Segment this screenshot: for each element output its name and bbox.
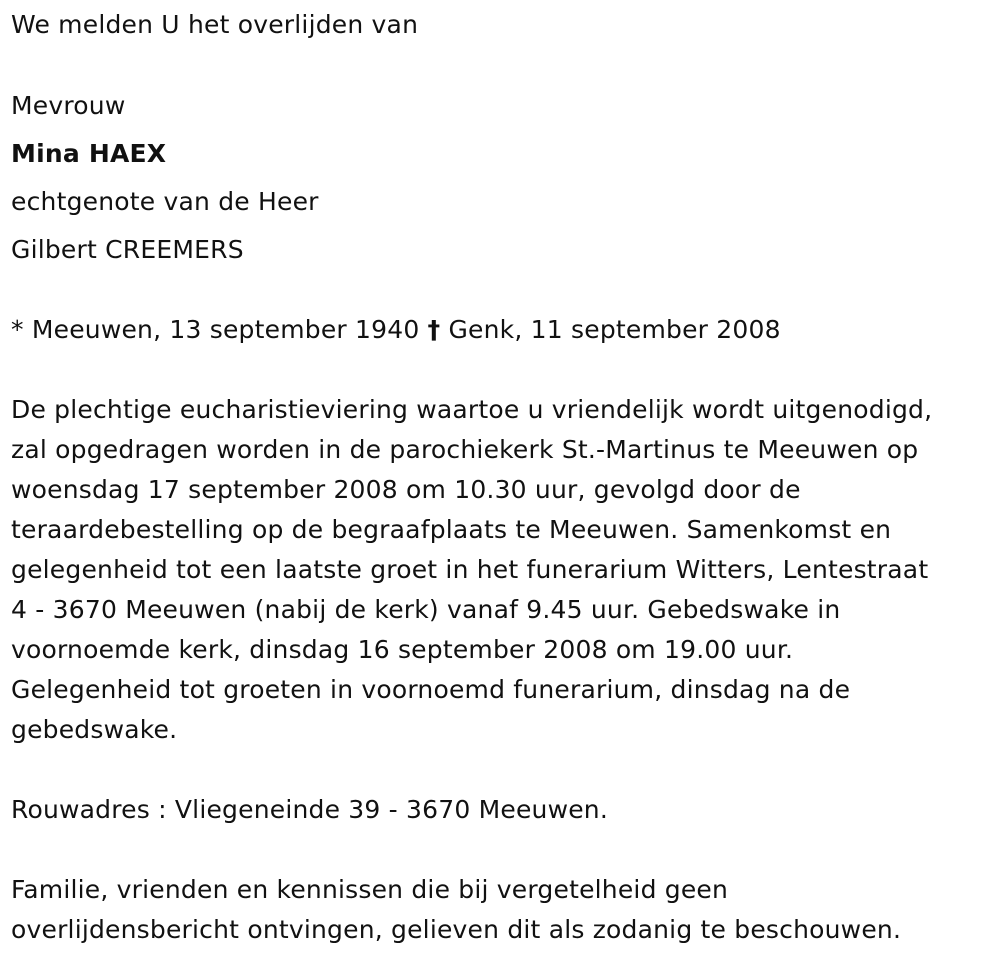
- closing-line: Familie, vrienden en kennissen die bij vergetelheid geen: [11, 875, 729, 904]
- ceremony-line: 4 - 3670 Meeuwen (nabij de kerk) vanaf 9.45 uur. Gebedswake in: [11, 595, 841, 624]
- ceremony-line: Gelegenheid tot groeten in voornoemd funerarium, dinsdag na de: [11, 675, 851, 704]
- mourning-address: Rouwadres : Vliegeneinde 39 - 3670 Meeuwen.: [11, 795, 609, 824]
- birth-info: * Meeuwen, 13 september 1940: [11, 315, 420, 344]
- closing-paragraph: [11, 870, 996, 950]
- dates-line: [11, 310, 781, 350]
- ceremony-line: teraardebestelling op de begraafplaats te Meeuwen. Samenkomst en: [11, 515, 892, 544]
- ceremony-paragraph: [11, 390, 996, 750]
- cross-icon: †: [427, 315, 441, 344]
- ceremony-line: voornoemde kerk, dinsdag 16 september 2008 om 19.00 uur.: [11, 635, 794, 664]
- ceremony-line: gebedswake.: [11, 715, 178, 744]
- relation-text: echtgenote van de Heer: [11, 187, 319, 216]
- intro-text: We melden U het overlijden van: [11, 10, 419, 39]
- ceremony-line: zal opgedragen worden in de parochiekerk St.-Martinus te Meeuwen op: [11, 435, 919, 464]
- ceremony-line: woensdag 17 september 2008 om 10.30 uur, gevolgd door de: [11, 475, 801, 504]
- salutation: Mevrouw: [11, 91, 126, 120]
- closing-line: overlijdensbericht ontvingen, gelieven dit als zodanig te beschouwen.: [11, 915, 902, 944]
- spouse-name: Gilbert CREEMERS: [11, 235, 244, 264]
- ceremony-line: De plechtige eucharistieviering waartoe u vriendelijk wordt uitgenodigd,: [11, 395, 933, 424]
- death-info: Genk, 11 september 2008: [448, 315, 781, 344]
- deceased-name: Mina HAEX: [11, 139, 167, 168]
- ceremony-line: gelegenheid tot een laatste groet in het funerarium Witters, Lentestraat: [11, 555, 929, 584]
